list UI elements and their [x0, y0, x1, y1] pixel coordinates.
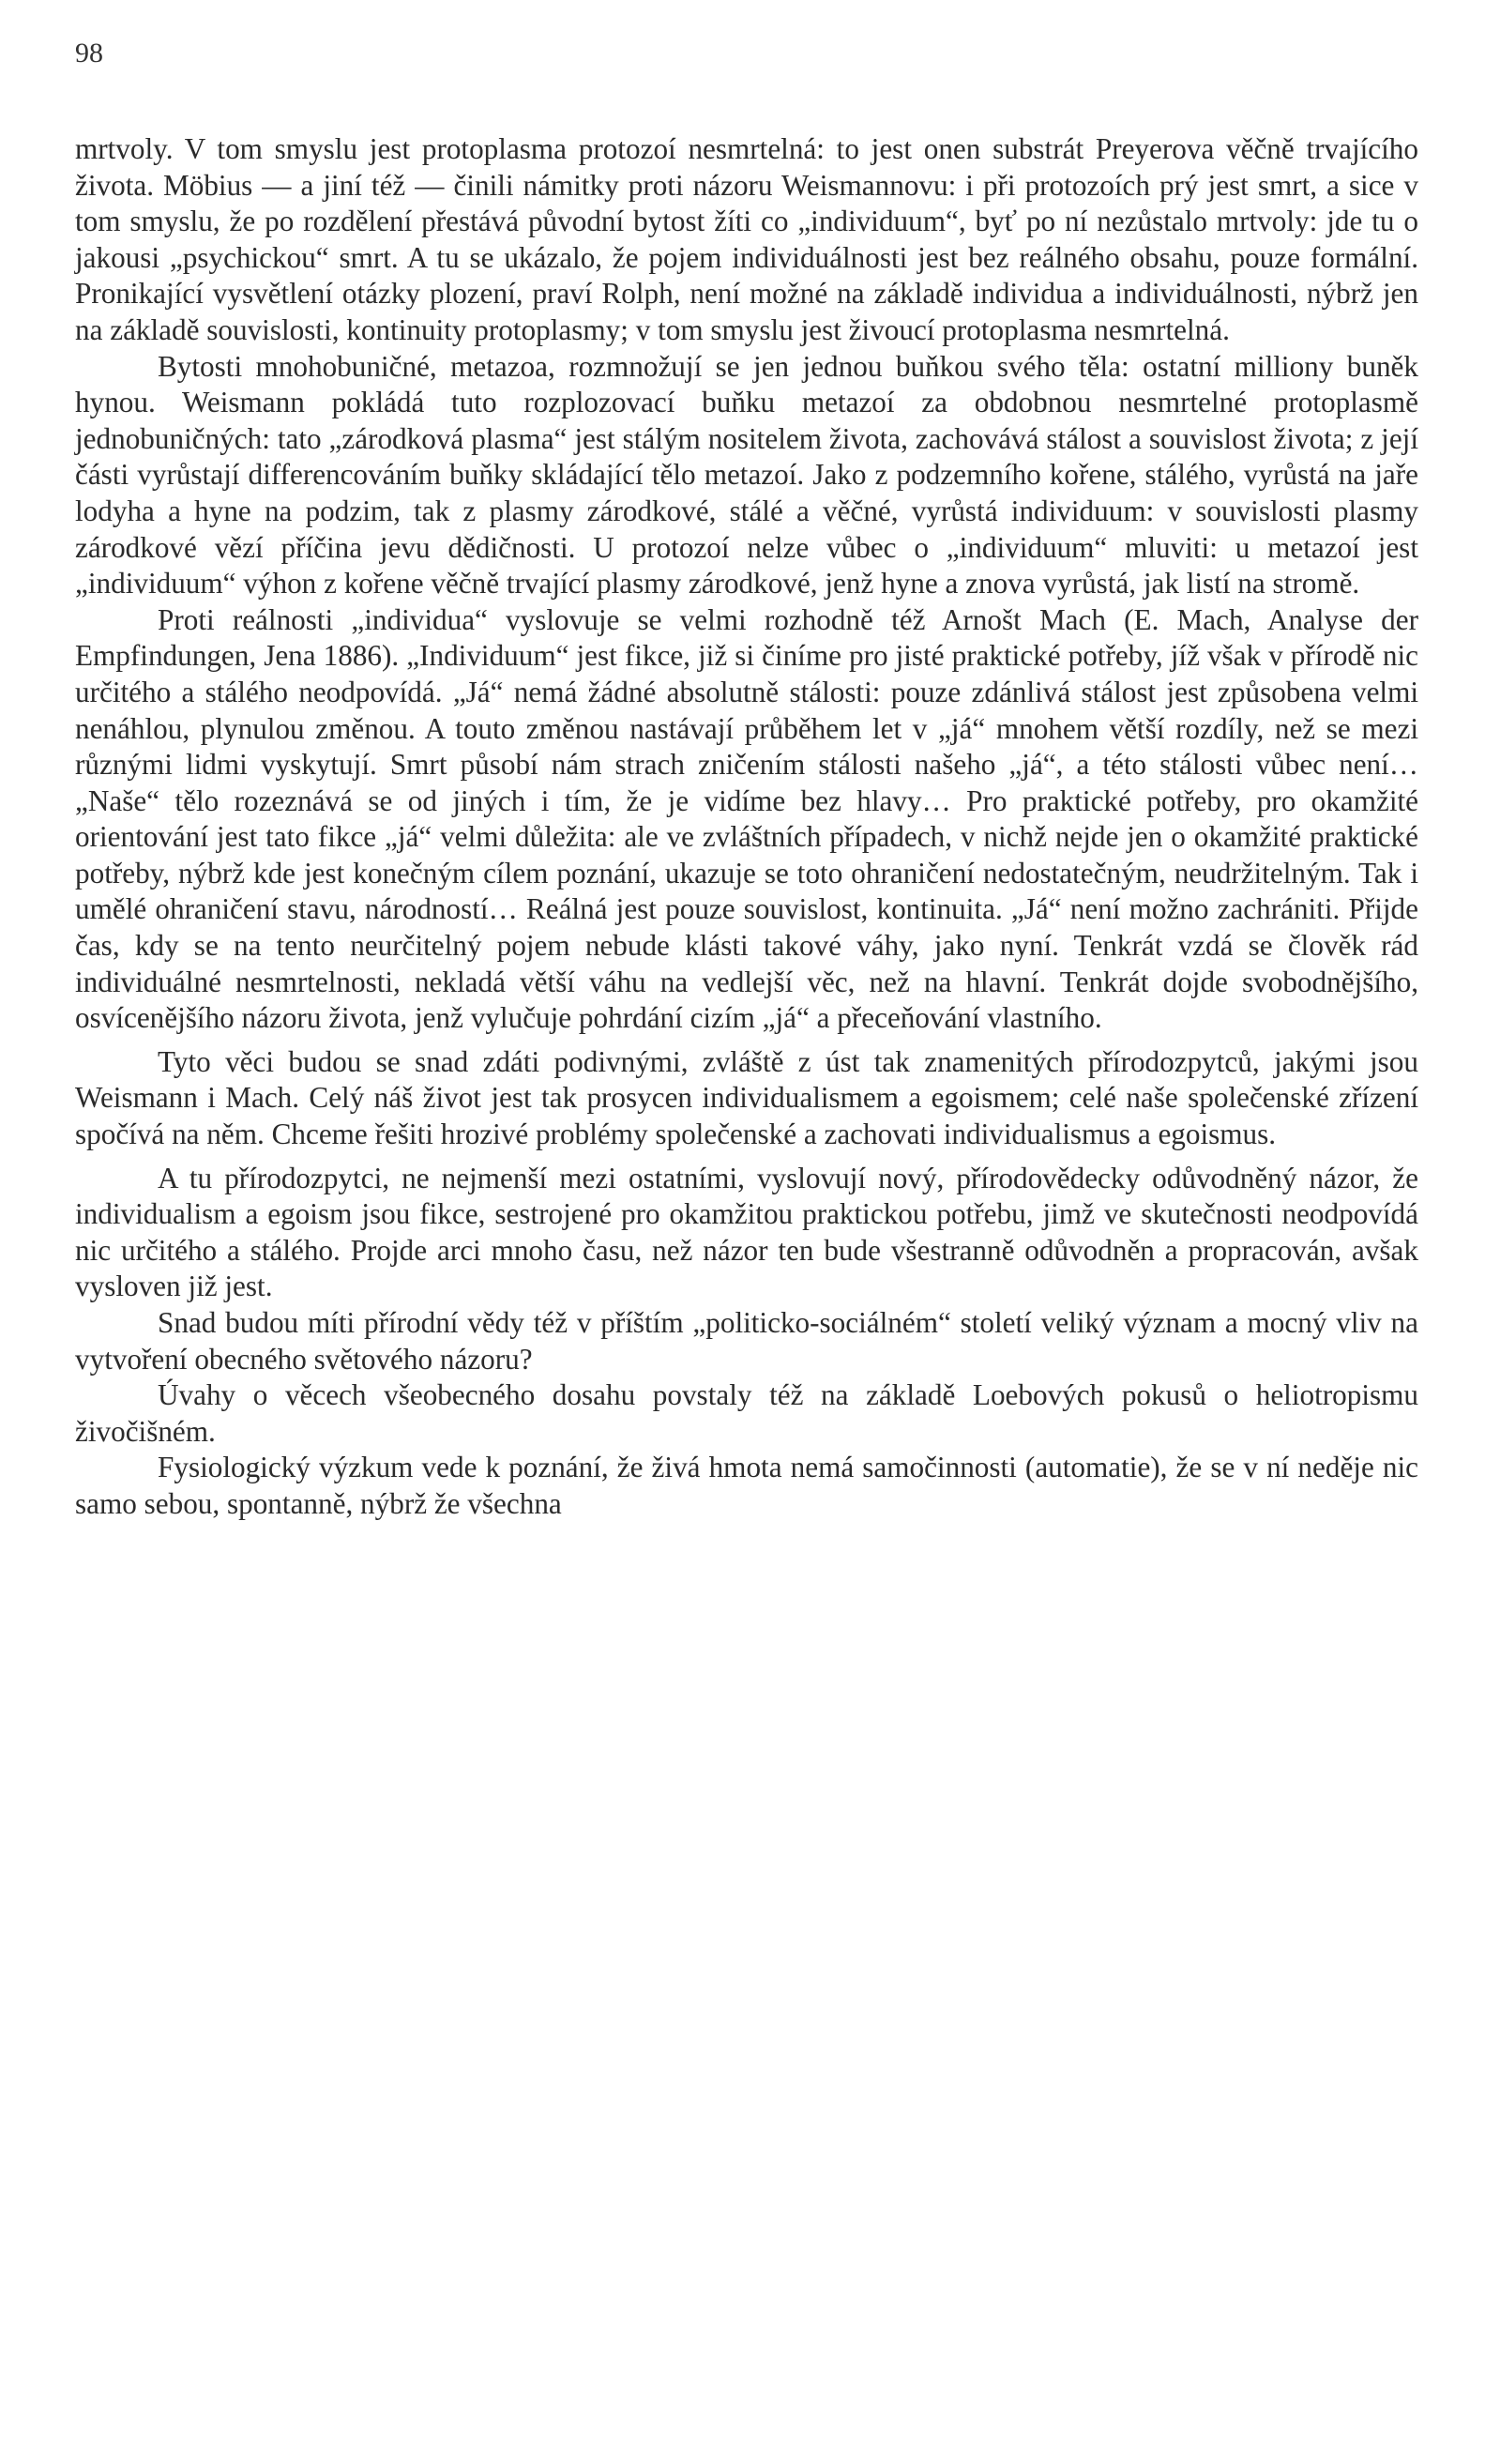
paragraph-1: mrtvoly. V tom smyslu jest protoplasma protozoí nesmrtelná: to jest onen substrát Preyerova věčně trvajícího života. Möbius — a jiní též — činili námitky proti názoru Weismannovu: i při protozoích prý jest smrt, a sice v tom smyslu, že po rozdělení přestává původní bytost žíti co „individuum“, byť po ní nezůstalo mrtvoly: jde tu o jakousi „psychickou“ smrt. A tu se ukázalo, že pojem individuálnosti jest bez reálného obsahu, pouze formální. Pronikající vysvětlení otázky plození, praví Rolph, není možné na základě individua a individuálnosti, nýbrž jen na základě souvislosti, kontinuity protoplasmy; v tom smyslu jest živoucí protoplasma nesmrtelná. — [75, 132, 1418, 346]
page-number: 98 — [75, 38, 103, 68]
body-text — [75, 131, 1418, 1523]
paragraph-5: A tu přírodozpytci, ne nejmenší mezi ostatními, vyslovují nový, přírodovědecky odůvodněný názor, že individualism a egoism jsou fikce, sestrojené pro okamžitou praktickou potřebu, jimž ve skutečnosti neodpovídá nic určitého a stálého. Projde arci mnoho času, než názor ten bude všestranně odůvodněn a propracován, avšak vysloven již jest. — [75, 1161, 1418, 1303]
paragraph-6: Snad budou míti přírodní vědy též v příštím „politicko-sociálném“ století veliký význam a mocný vliv na vytvoření obecného světového názoru? — [75, 1306, 1418, 1376]
paragraph-7: Úvahy o věcech všeobecného dosahu povstaly též na základě Loebových pokusů o heliotropismu živočišném. — [75, 1378, 1418, 1448]
paragraph-2: Bytosti mnohobuničné, metazoa, rozmnožují se jen jednou buňkou svého těla: ostatní milliony buněk hynou. Weismann pokládá tuto rozplozovací buňku metazoí za obdobnou nesmrtelné protoplasmě jednobuničných: tato „zárodková plasma“ jest stálým nositelem života, zachovává stálost a souvislost života; z její části vyrůstají differencováním buňky skládající tělo metazoí. Jako z podzemního kořene, stálého, vyrůstá na jaře lodyha a hyne na podzim, tak z plasmy zárodkové, stálé a věčné, vyrůstá individuum: v souvislosti plasmy zárodkové vězí příčina jevu dědičnosti. U protozoí nelze vůbec o „individuum“ mluviti: u metazoí jest „individuum“ výhon z kořene věčně trvající plasmy zárodkové, jenž hyne a znova vyrůstá, jak listí na stromě. — [75, 349, 1418, 601]
paragraph-3: Proti reálnosti „individua“ vyslovuje se velmi rozhodně též Arnošt Mach (E. Mach, Analyse der Empfindungen, Jena 1886). „Individuum“ jest fikce, již si činíme pro jisté praktické potřeby, jíž však v přírodě nic určitého a stálého neodpovídá. „Já“ nemá žádné absolutně stálosti: pouze zdánlivá stálost jest způsobena velmi nenáhlou, plynulou změnou. A touto změnou nastávají průběhem let v „já“ mnohem větší rozdíly, než se mezi různými lidmi vyskytují. Smrt působí nám strach zničením stálosti našeho „já“, a této stálosti vůbec není… „Naše“ tělo rozeznává se od jiných i tím, že je vidíme bez hlavy… Pro praktické potřeby, pro okamžité orientování jest tato fikce „já“ velmi důležita: ale ve zvláštních případech, v nichž nejde jen o okamžité praktické potřeby, nýbrž kde jest konečným cílem poznání, ukazuje se toto ohraničení nedostatečným, neudržitelným. Tak i umělé ohraničení stavu, národností… Reálná jest pouze souvislost, kontinuita. „Já“ není možno zachrániti. Přijde čas, kdy se na tento neurčitelný pojem nebude klásti takové váhy, jako nyní. Tenkrát vzdá se člověk rád individuálné nesmrtelnosti, nekladá větší váhu na vedlejší věc, než na hlavní. Tenkrát dojde svobodnějšího, osvícenějšího názoru života, jenž vylučuje pohrdání cizím „já“ a přeceňování vlastního. — [75, 602, 1418, 1035]
paragraph-8: Fysiologický výzkum vede k poznání, že živá hmota nemá samočinnosti (automatie), že se v ní neděje nic samo sebou, spontanně, nýbrž že všechna — [75, 1451, 1418, 1520]
paragraph-4: Tyto věci budou se snad zdáti podivnými, zvláště z úst tak znamenitých přírodozpytců, jakými jsou Weismann i Mach. Celý náš život jest tak prosycen individualismem a egoismem; celé naše společenské zřízení spočívá na něm. Chceme řešiti hrozivé problémy společenské a zachovati individualismus a egoismus. — [75, 1044, 1418, 1151]
